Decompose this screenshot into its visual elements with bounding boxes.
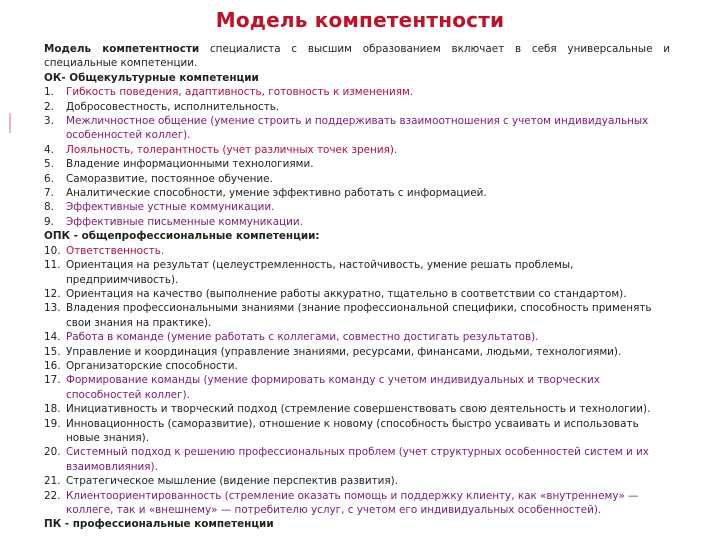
item-text: Ответственность. (66, 244, 165, 257)
intro-text: специалиста с высшим образованием включает в себя универсальные и специальные компетенции. (44, 43, 671, 70)
list-item (44, 474, 670, 488)
item-number: 4. (44, 143, 54, 156)
item-number: 7. (44, 187, 54, 200)
list-item (44, 244, 670, 258)
section-heading: ОПК - общепрофессиональные компетенции: (44, 230, 320, 243)
item-text: Клиентоориентированность (стремление оказать помощь и поддержку клиенту, как «внутреннему» — коллеге, так и «внешнему» — потребителю услуг, с учетом его индивидуальных особенностей). (66, 489, 639, 516)
item-number: 13. (44, 302, 61, 315)
item-text: Аналитические способности, умение эффективно работать с информацией. (66, 187, 487, 200)
list-item (44, 143, 670, 157)
competence-list (44, 71, 670, 532)
item-number: 10. (44, 244, 61, 257)
item-number: 8. (44, 201, 54, 214)
item-number: 21. (44, 475, 61, 488)
list-item (44, 445, 670, 474)
list-item (44, 85, 670, 99)
item-text: Саморазвитие, постоянное обучение. (66, 172, 273, 185)
item-text: Формирование команды (умение формировать команду с учетом индивидуальных и творческих способностей коллег). (66, 374, 600, 401)
intro-bold: Модель компетентности (44, 43, 200, 55)
page-title: Модель компетентности (215, 8, 505, 32)
list-item (44, 114, 670, 143)
item-text: Стратегическое мышление (видение перспектив развития). (66, 475, 399, 488)
item-text: Ориентация на качество (выполнение работы аккуратно, тщательно в соответствии со стандартом). (66, 287, 627, 300)
item-number: 19. (44, 417, 61, 430)
item-text: Гибкость поведения, адаптивность, готовность к изменениям. (66, 86, 414, 99)
document-body (44, 42, 670, 532)
list-item (44, 301, 670, 330)
item-number: 14. (44, 331, 61, 344)
item-number: 18. (44, 403, 61, 416)
list-item (44, 330, 670, 344)
item-text: Инновационность (саморазвитие), отношение к новому (способность быстро усваивать и использовать новые знания). (66, 417, 639, 444)
list-item (44, 172, 670, 186)
item-text: Межличностное общение (умение строить и поддерживать взаимоотношения с учетом индивидуальных особенностей коллег). (66, 115, 649, 142)
list-item (44, 258, 670, 287)
item-number: 12. (44, 287, 61, 300)
list-item (44, 489, 670, 518)
list-item (44, 157, 670, 171)
item-number: 5. (44, 158, 54, 171)
list-item (44, 359, 670, 373)
item-number: 2. (44, 100, 54, 113)
list-item (44, 417, 670, 446)
item-number: 22. (44, 489, 61, 502)
list-item (44, 186, 670, 200)
item-number: 15. (44, 345, 61, 358)
item-number: 6. (44, 172, 54, 185)
item-number: 16. (44, 359, 61, 372)
item-text: Владения профессиональными знаниями (знание профессиональной специфики, способность применять свои знания на практике). (66, 302, 652, 329)
section-heading: ОК- Общекультурные компетенции (44, 71, 259, 84)
item-text: Управление и координация (управление знаниями, ресурсами, финансами, людьми, технологиями). (66, 345, 622, 358)
item-text: Работа в команде (умение работать с коллегами, совместно достигать результатов). (66, 331, 539, 344)
item-text: Владение информационными технологиями. (66, 158, 314, 171)
item-text: Организаторские способности. (66, 359, 238, 372)
list-item (44, 287, 670, 301)
item-text: Ориентация на результат (целеустремленность, настойчивость, умение решать проблемы, предприимчивость). (66, 259, 574, 286)
list-item (44, 200, 670, 214)
item-text: Эффективные письменные коммуникации. (66, 215, 303, 228)
item-number: 20. (44, 446, 61, 459)
list-item (44, 345, 670, 359)
list-item (44, 215, 670, 229)
item-number: 1. (44, 86, 54, 99)
item-text: Лояльность, толерантность (учет различных точек зрения). (66, 143, 398, 156)
list-item (44, 402, 670, 416)
edge-mark (9, 113, 11, 133)
item-text: Инициативность и творческий подход (стремление совершенствовать свою деятельность и технологии). (66, 403, 651, 416)
list-item (44, 373, 670, 402)
item-number: 11. (44, 259, 61, 272)
item-text: Добросовестность, исполнительность. (66, 100, 280, 113)
section-heading: ПК - профессиональные компетенции (44, 518, 274, 531)
intro-paragraph (44, 42, 670, 71)
item-text: Системный подход к решению профессиональных проблем (учет структурных особенностей систем и их взаимовлияния). (66, 446, 649, 473)
item-text: Эффективные устные коммуникации. (66, 201, 275, 214)
list-item (44, 100, 670, 114)
item-number: 17. (44, 374, 61, 387)
item-number: 3. (44, 115, 54, 128)
item-number: 9. (44, 215, 54, 228)
